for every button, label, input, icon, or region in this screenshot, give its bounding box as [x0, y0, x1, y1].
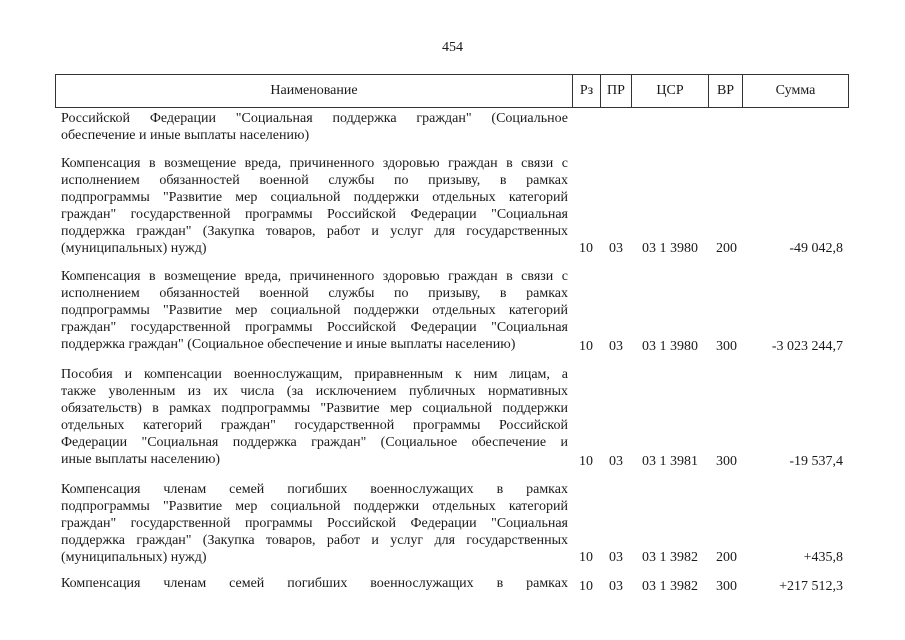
target-article-code: 03 1 3980	[642, 339, 698, 354]
description-line: (муниципальных) нужд)	[61, 241, 207, 256]
description-line: Федерации "Социальная поддержка граждан" (Социальное обеспечение и	[61, 435, 568, 450]
description-line: также уволенным из их числа (за исключением публичных нормативных	[61, 384, 568, 399]
description-line: поддержка граждан" (Закупка товаров, работ и услуг для государственных	[61, 533, 568, 548]
amount-value: -49 042,8	[789, 241, 843, 256]
target-article-code: 03 1 3982	[642, 550, 698, 565]
header-name: Наименование	[56, 75, 573, 107]
amount-value: +435,8	[803, 550, 843, 565]
description-line: Компенсация членам семей погибших военнослужащих в рамках	[61, 482, 568, 497]
description-line: граждан" государственной программы Российской Федерации "Социальная	[61, 320, 568, 335]
description-line: Пособия и компенсации военнослужащим, приравненным к ним лицам, а	[61, 367, 568, 382]
row-description	[61, 155, 568, 257]
expense-type-code: 200	[716, 241, 737, 256]
section-code: 10	[579, 339, 593, 354]
description-line: исполнением обязанностей военной службы по призыву, в рамках	[61, 173, 568, 188]
description-line: отдельных категорий граждан" государственной программы Российской	[61, 418, 568, 433]
description-line: Компенсация членам семей погибших военнослужащих в рамках	[61, 576, 568, 591]
table-header	[55, 74, 849, 108]
header-sum: Сумма	[775, 83, 816, 98]
description-line: подпрограммы "Развитие мер социальной поддержки отдельных категорий	[61, 303, 568, 318]
subsection-code: 03	[609, 579, 623, 594]
header-csr: ЦСР	[632, 75, 709, 107]
description-line: обязательств) в рамках подпрограммы "Развитие мер социальной поддержки	[61, 401, 568, 416]
description-line: Компенсация в возмещение вреда, причиненного здоровью граждан в связи с	[61, 269, 568, 284]
row-description	[61, 268, 568, 353]
description-line: (муниципальных) нужд)	[61, 550, 207, 565]
description-line: обеспечение и иные выплаты населению)	[61, 128, 310, 143]
target-article-code: 03 1 3980	[642, 241, 698, 256]
description-line: граждан" государственной программы Российской Федерации "Социальная	[61, 516, 568, 531]
row-description	[61, 110, 568, 144]
subsection-code: 03	[609, 454, 623, 469]
subsection-code: 03	[609, 550, 623, 565]
page-number: 454	[442, 40, 463, 55]
amount-value: -3 023 244,7	[771, 339, 843, 354]
description-line: Компенсация в возмещение вреда, причиненного здоровью граждан в связи с	[61, 156, 568, 171]
expense-type-code: 300	[716, 454, 737, 469]
description-line: иные выплаты населению)	[61, 452, 221, 467]
target-article-code: 03 1 3981	[642, 454, 698, 469]
row-description	[61, 481, 568, 566]
description-line: поддержка граждан" (Социальное обеспечение и иные выплаты населению)	[61, 337, 516, 352]
header-vr: ВР	[709, 75, 743, 107]
section-code: 10	[579, 550, 593, 565]
description-line: подпрограммы "Развитие мер социальной поддержки отдельных категорий	[61, 190, 568, 205]
expense-type-code: 300	[716, 579, 737, 594]
description-line: подпрограммы "Развитие мер социальной поддержки отдельных категорий	[61, 499, 568, 514]
description-line: поддержка граждан" (Закупка товаров, работ и услуг для государственных	[61, 224, 568, 239]
section-code: 10	[579, 579, 593, 594]
target-article-code: 03 1 3982	[642, 579, 698, 594]
amount-value: -19 537,4	[789, 454, 843, 469]
description-line: граждан" государственной программы Российской Федерации "Социальная	[61, 207, 568, 222]
subsection-code: 03	[609, 339, 623, 354]
subsection-code: 03	[609, 241, 623, 256]
expense-type-code: 300	[716, 339, 737, 354]
header-pr: ПР	[601, 75, 632, 107]
expense-type-code: 200	[716, 550, 737, 565]
section-code: 10	[579, 241, 593, 256]
amount-value: +217 512,3	[779, 579, 843, 594]
table-row	[61, 110, 849, 144]
header-rz: Рз	[573, 75, 601, 107]
row-description	[61, 575, 568, 592]
description-line: исполнением обязанностей военной службы по призыву, в рамках	[61, 286, 568, 301]
row-description	[61, 366, 568, 468]
section-code: 10	[579, 454, 593, 469]
description-line: Российской Федерации "Социальная поддержка граждан" (Социальное	[61, 111, 568, 126]
